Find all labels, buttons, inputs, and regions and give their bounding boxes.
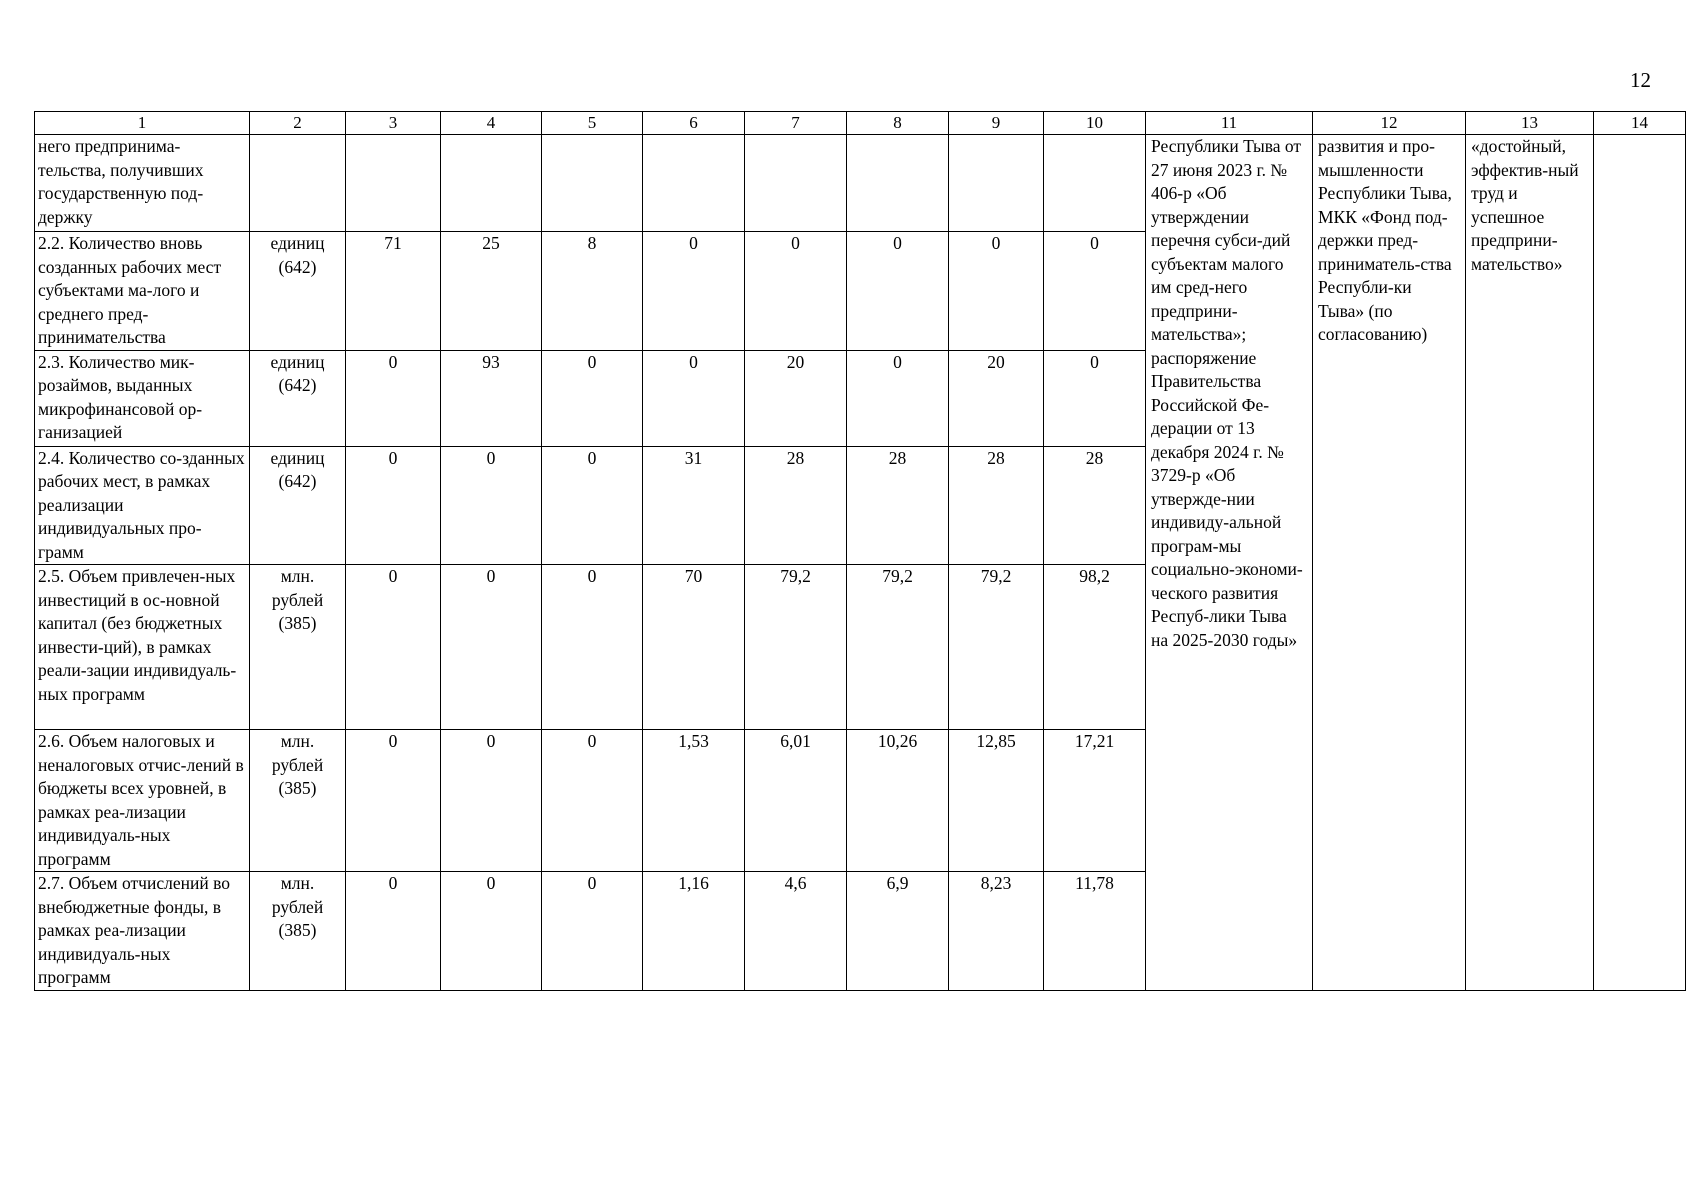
column-header: 12 bbox=[1313, 112, 1466, 135]
value-cell bbox=[745, 135, 847, 232]
unit-cell: млн. рублей (385) bbox=[250, 872, 346, 991]
value-cell: 8,23 bbox=[949, 872, 1044, 991]
column-header: 4 bbox=[441, 112, 542, 135]
column-14-cell bbox=[1594, 135, 1686, 991]
unit-cell: млн. рублей (385) bbox=[250, 730, 346, 872]
value-cell: 0 bbox=[643, 350, 745, 446]
column-header: 9 bbox=[949, 112, 1044, 135]
value-cell: 0 bbox=[346, 565, 441, 730]
value-cell: 0 bbox=[542, 565, 643, 730]
value-cell: 0 bbox=[542, 872, 643, 991]
column-header: 3 bbox=[346, 112, 441, 135]
value-cell: 20 bbox=[949, 350, 1044, 446]
column-header: 5 bbox=[542, 112, 643, 135]
value-cell: 25 bbox=[441, 232, 542, 351]
indicator-name: него предпринима-тельства, получивших государственную под-держку bbox=[35, 135, 250, 232]
value-cell: 0 bbox=[441, 872, 542, 991]
legal-basis-cell: Республики Тыва от 27 июня 2023 г. № 406-р «Об утверждении перечня субси-дий субъектам малого им сред-него предприни-мательства»; распоряжение Правительства Российской Фе-дерации от 13 декабря 2024 г. № 3729-р «Об утвержде-нии индивиду-альной програм-мы социально-экономи-ческого развития Респуб-лики Тыва на 2025-2030 годы» bbox=[1146, 135, 1313, 991]
value-cell: 0 bbox=[542, 350, 643, 446]
value-cell: 79,2 bbox=[745, 565, 847, 730]
value-cell bbox=[346, 135, 441, 232]
value-cell bbox=[949, 135, 1044, 232]
value-cell: 6,9 bbox=[847, 872, 949, 991]
indicator-name: 2.2. Количество вновь созданных рабочих мест субъектами ма-лого и среднего пред-принимательства bbox=[35, 232, 250, 351]
value-cell: 0 bbox=[847, 350, 949, 446]
column-header: 10 bbox=[1044, 112, 1146, 135]
value-cell: 0 bbox=[542, 446, 643, 565]
value-cell: 28 bbox=[949, 446, 1044, 565]
value-cell: 71 bbox=[346, 232, 441, 351]
column-header: 13 bbox=[1466, 112, 1594, 135]
value-cell bbox=[441, 135, 542, 232]
value-cell: 0 bbox=[847, 232, 949, 351]
value-cell: 6,01 bbox=[745, 730, 847, 872]
value-cell: 0 bbox=[1044, 350, 1146, 446]
responsible-executor-cell: развития и про-мышленности Республики Тыва, МКК «Фонд под-держки пред-приниматель-ства Республи-ки Тыва» (по согласованию) bbox=[1313, 135, 1466, 991]
value-cell: 0 bbox=[441, 446, 542, 565]
value-cell: 0 bbox=[346, 730, 441, 872]
value-cell: 0 bbox=[346, 872, 441, 991]
column-header: 6 bbox=[643, 112, 745, 135]
value-cell: 0 bbox=[949, 232, 1044, 351]
value-cell bbox=[542, 135, 643, 232]
value-cell: 79,2 bbox=[949, 565, 1044, 730]
indicator-name: 2.5. Объем привлечен-ных инвестиций в ос-новной капитал (без бюджетных инвести-ций), в рамках реали-зации индивидуаль-ных программ bbox=[35, 565, 250, 730]
value-cell: 98,2 bbox=[1044, 565, 1146, 730]
value-cell: 0 bbox=[745, 232, 847, 351]
column-header: 14 bbox=[1594, 112, 1686, 135]
unit-cell: единиц (642) bbox=[250, 446, 346, 565]
value-cell: 8 bbox=[542, 232, 643, 351]
column-header: 11 bbox=[1146, 112, 1313, 135]
value-cell: 1,53 bbox=[643, 730, 745, 872]
value-cell: 0 bbox=[346, 350, 441, 446]
value-cell: 0 bbox=[441, 730, 542, 872]
value-cell: 0 bbox=[346, 446, 441, 565]
indicator-name: 2.6. Объем налоговых и неналоговых отчис-лений в бюджеты всех уровней, в рамках реа-лизации индивидуаль-ных программ bbox=[35, 730, 250, 872]
value-cell: 12,85 bbox=[949, 730, 1044, 872]
value-cell: 0 bbox=[441, 565, 542, 730]
value-cell: 79,2 bbox=[847, 565, 949, 730]
indicator-name: 2.7. Объем отчислений во внебюджетные фонды, в рамках реа-лизации индивидуаль-ных программ bbox=[35, 872, 250, 991]
indicator-name: 2.3. Количество мик-розаймов, выданных микрофинансовой ор-ганизацией bbox=[35, 350, 250, 446]
value-cell: 1,16 bbox=[643, 872, 745, 991]
value-cell: 0 bbox=[643, 232, 745, 351]
header-row bbox=[35, 112, 1686, 135]
unit-cell: млн. рублей (385) bbox=[250, 565, 346, 730]
page-number: 12 bbox=[1630, 68, 1651, 92]
value-cell: 4,6 bbox=[745, 872, 847, 991]
value-cell: 28 bbox=[1044, 446, 1146, 565]
indicators-table bbox=[34, 111, 1686, 991]
column-header: 7 bbox=[745, 112, 847, 135]
value-cell: 0 bbox=[1044, 232, 1146, 351]
value-cell bbox=[643, 135, 745, 232]
value-cell: 93 bbox=[441, 350, 542, 446]
unit-cell bbox=[250, 135, 346, 232]
value-cell: 28 bbox=[847, 446, 949, 565]
value-cell bbox=[847, 135, 949, 232]
value-cell: 0 bbox=[542, 730, 643, 872]
value-cell bbox=[1044, 135, 1146, 232]
indicator-name: 2.4. Количество со-зданных рабочих мест, в рамках реализации индивидуальных про-грамм bbox=[35, 446, 250, 565]
value-cell: 20 bbox=[745, 350, 847, 446]
column-header: 8 bbox=[847, 112, 949, 135]
value-cell: 28 bbox=[745, 446, 847, 565]
value-cell: 10,26 bbox=[847, 730, 949, 872]
national-goal-cell: «достойный, эффектив-ный труд и успешное предприни-мательство» bbox=[1466, 135, 1594, 991]
value-cell: 17,21 bbox=[1044, 730, 1146, 872]
value-cell: 31 bbox=[643, 446, 745, 565]
table-row bbox=[35, 135, 1686, 232]
unit-cell: единиц (642) bbox=[250, 350, 346, 446]
value-cell: 11,78 bbox=[1044, 872, 1146, 991]
value-cell: 70 bbox=[643, 565, 745, 730]
column-header: 2 bbox=[250, 112, 346, 135]
unit-cell: единиц (642) bbox=[250, 232, 346, 351]
column-header: 1 bbox=[35, 112, 250, 135]
